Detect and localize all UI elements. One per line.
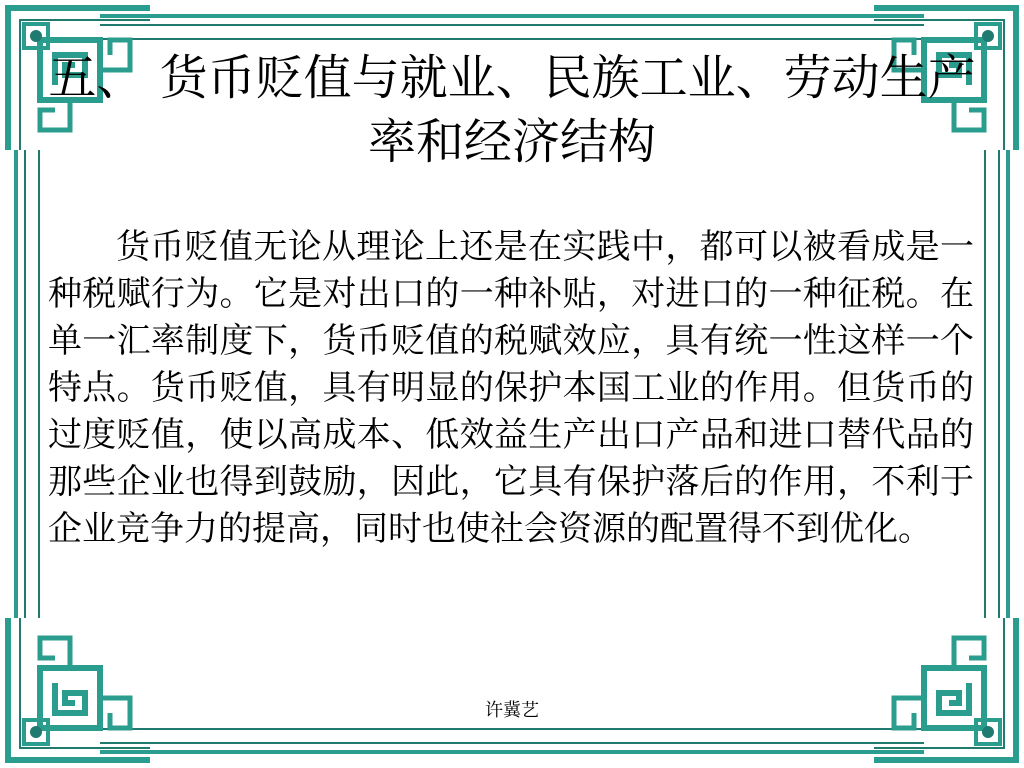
- frame-border-left: [14, 150, 18, 618]
- corner-ornament-icon: [0, 608, 160, 768]
- frame-border-top: [100, 14, 924, 18]
- corner-ornament-icon: [864, 608, 1024, 768]
- frame-inner-top: [100, 24, 924, 26]
- frame-thin-left: [38, 150, 40, 618]
- frame-inner-bottom: [100, 742, 924, 744]
- frame-thin-right: [984, 150, 986, 618]
- slide-body-paragraph: 货币贬值无论从理论上还是在实践中，都可以被看成是一种税赋行为。它是对出口的一种补贴，对进口的一种征税。在单一汇率制度下，货币贬值的税赋效应，具有统一性这样一个特点。货币贬值，具有明显的保护本国工业的作用。但货币的过度贬值，使以高成本、低效益生产出口产品和进口替代品的那些企业也得到鼓励，因此，它具有保护落后的作用，不利于企业竞争力的提高，同时也使社会资源的配置得不到优化。: [48, 227, 974, 549]
- frame-inner-right: [998, 150, 1000, 618]
- frame-thin-top: [100, 38, 924, 40]
- slide-footer-author: 许冀艺: [485, 700, 539, 721]
- frame-thin-bottom: [100, 728, 924, 730]
- frame-border-right: [1006, 150, 1010, 618]
- frame-border-bottom: [100, 750, 924, 754]
- slide-title: 五、 货币贬值与就业、民族工业、劳动生产率和经济结构: [48, 50, 976, 170]
- frame-inner-left: [24, 150, 26, 618]
